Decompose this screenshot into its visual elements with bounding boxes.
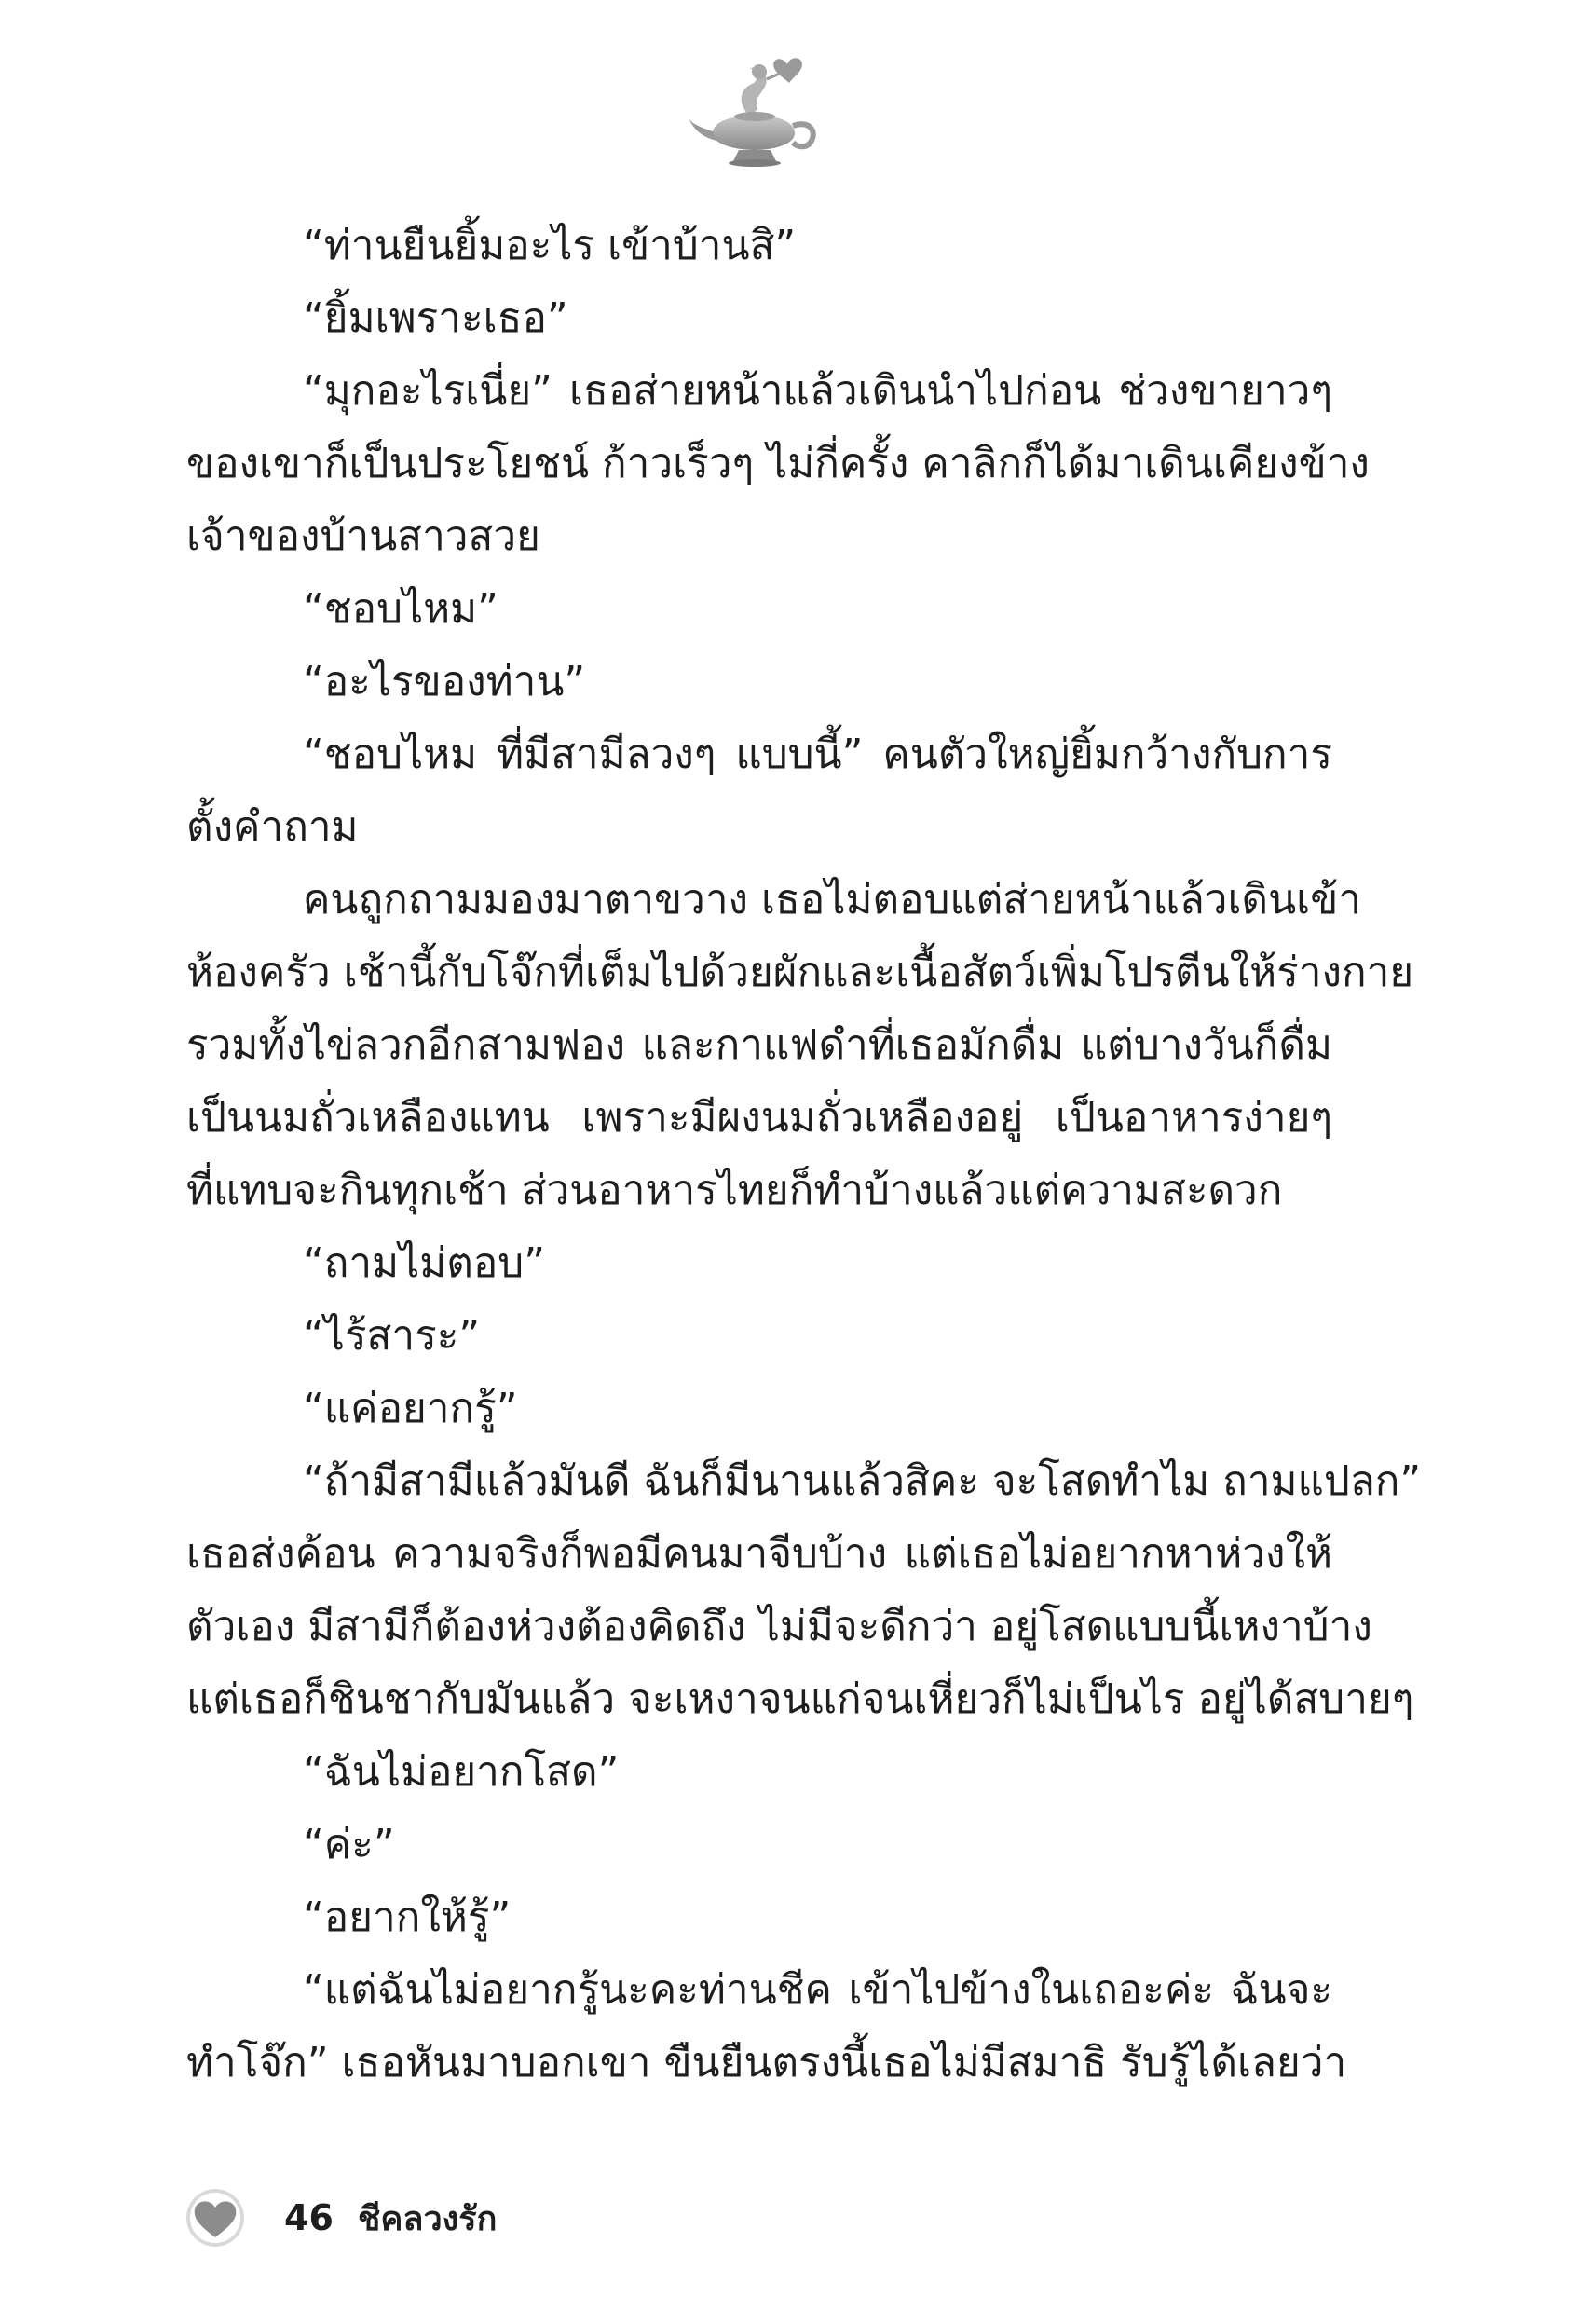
paragraph-line: “ยิ้มเพราะเธอ” [303,294,568,342]
paragraph-line: ตั้งคำถาม [186,803,359,851]
paragraph-line: ของเขาก็เป็นประโยชน์ ก้าวเร็วๆ ไม่กี่ครั้ง คาลิกก็ได้มาเดินเคียงข้าง [186,440,1370,487]
paragraph-line: “ถ้ามีสามีแล้วมันดี ฉันก็มีนานแล้วสิคะ จะโสดทำไม ถามแปลก” [303,1457,1422,1505]
heart-icon [182,2187,249,2249]
paragraph-line: “แค่อยากรู้” [303,1385,518,1432]
paragraph-line: แต่เธอก็ชินชากับมันแล้ว จะเหงาจนแก่จนเหี่ยวก็ไม่เป็นไร อยู่ได้สบายๆ [186,1675,1414,1723]
paragraph-line: “ท่านยืนยิ้มอะไร เข้าบ้านสิ” [303,222,797,269]
paragraph-line: “ชอบไหม” [303,585,498,633]
paragraph-line: “ถามไม่ตอบ” [303,1239,546,1287]
page-number: 46 [284,2197,334,2238]
paragraph-line: “มุกอะไรเนี่ย” เธอส่ายหน้าแล้วเดินนำไปก่อน ช่วงขายาวๆ [303,367,1332,415]
paragraph-line: “ฉันไม่อยากโสด” [303,1748,620,1796]
paragraph-line: เป็นนมถั่วเหลืองแทน เพราะมีผงนมถั่วเหลืองอยู่ เป็นอาหารง่ายๆ [186,1094,1332,1142]
paragraph-line: คนถูกถามมองมาตาขวาง เธอไม่ตอบแต่ส่ายหน้าแล้วเดินเข้า [303,876,1362,923]
paragraph-line: “แต่ฉันไม่อยากรู้นะคะท่านชีค เข้าไปข้างในเถอะค่ะ ฉันจะ [303,1966,1332,2014]
page-footer [182,2185,497,2250]
paragraph-line: “ชอบไหม ที่มีสามีลวงๆ แบบนี้” คนตัวใหญ่ยิ้มกว้างกับการ [303,731,1332,778]
magic-lamp-icon [685,51,825,172]
paragraph-line: ตัวเอง มีสามีก็ต้องห่วงต้องคิดถึง ไม่มีจะดีกว่า อยู่โสดแบบนี้เหงาบ้าง [186,1603,1372,1650]
paragraph-line: “อยากให้รู้” [303,1894,512,1941]
paragraph-line: “ไร้สาระ” [303,1312,481,1360]
paragraph-line: เจ้าของบ้านสาวสวย [186,513,540,560]
paragraph-line: รวมทั้งไข่ลวกอีกสามฟอง และกาแฟดำที่เธอมักดื่ม แต่บางวันก็ดื่ม [186,1021,1332,1069]
paragraph-line: เธอส่งค้อน ความจริงก็พอมีคนมาจีบบ้าง แต่เธอไม่อยากหาห่วงให้ [186,1530,1332,1578]
paragraph-line: “อะไรของท่าน” [303,658,586,705]
paragraph-line: ห้องครัว เช้านี้กับโจ๊กที่เต็มไปด้วยผักและเนื้อสัตว์เพิ่มโปรตีนให้ร่างกาย [186,949,1414,996]
paragraph-line: ทำโจ๊ก” เธอหันมาบอกเขา ขืนยืนตรงนี้เธอไม่มีสมาธิ รับรู้ได้เลยว่า [186,2039,1347,2086]
book-title: ชีคลวงรัก [357,2199,498,2238]
paragraph-line: “ค่ะ” [303,1821,395,1868]
paragraph-line: ที่แทบจะกินทุกเช้า ส่วนอาหารไทยก็ทำบ้างแล้วแต่ความสะดวก [186,1167,1283,1214]
